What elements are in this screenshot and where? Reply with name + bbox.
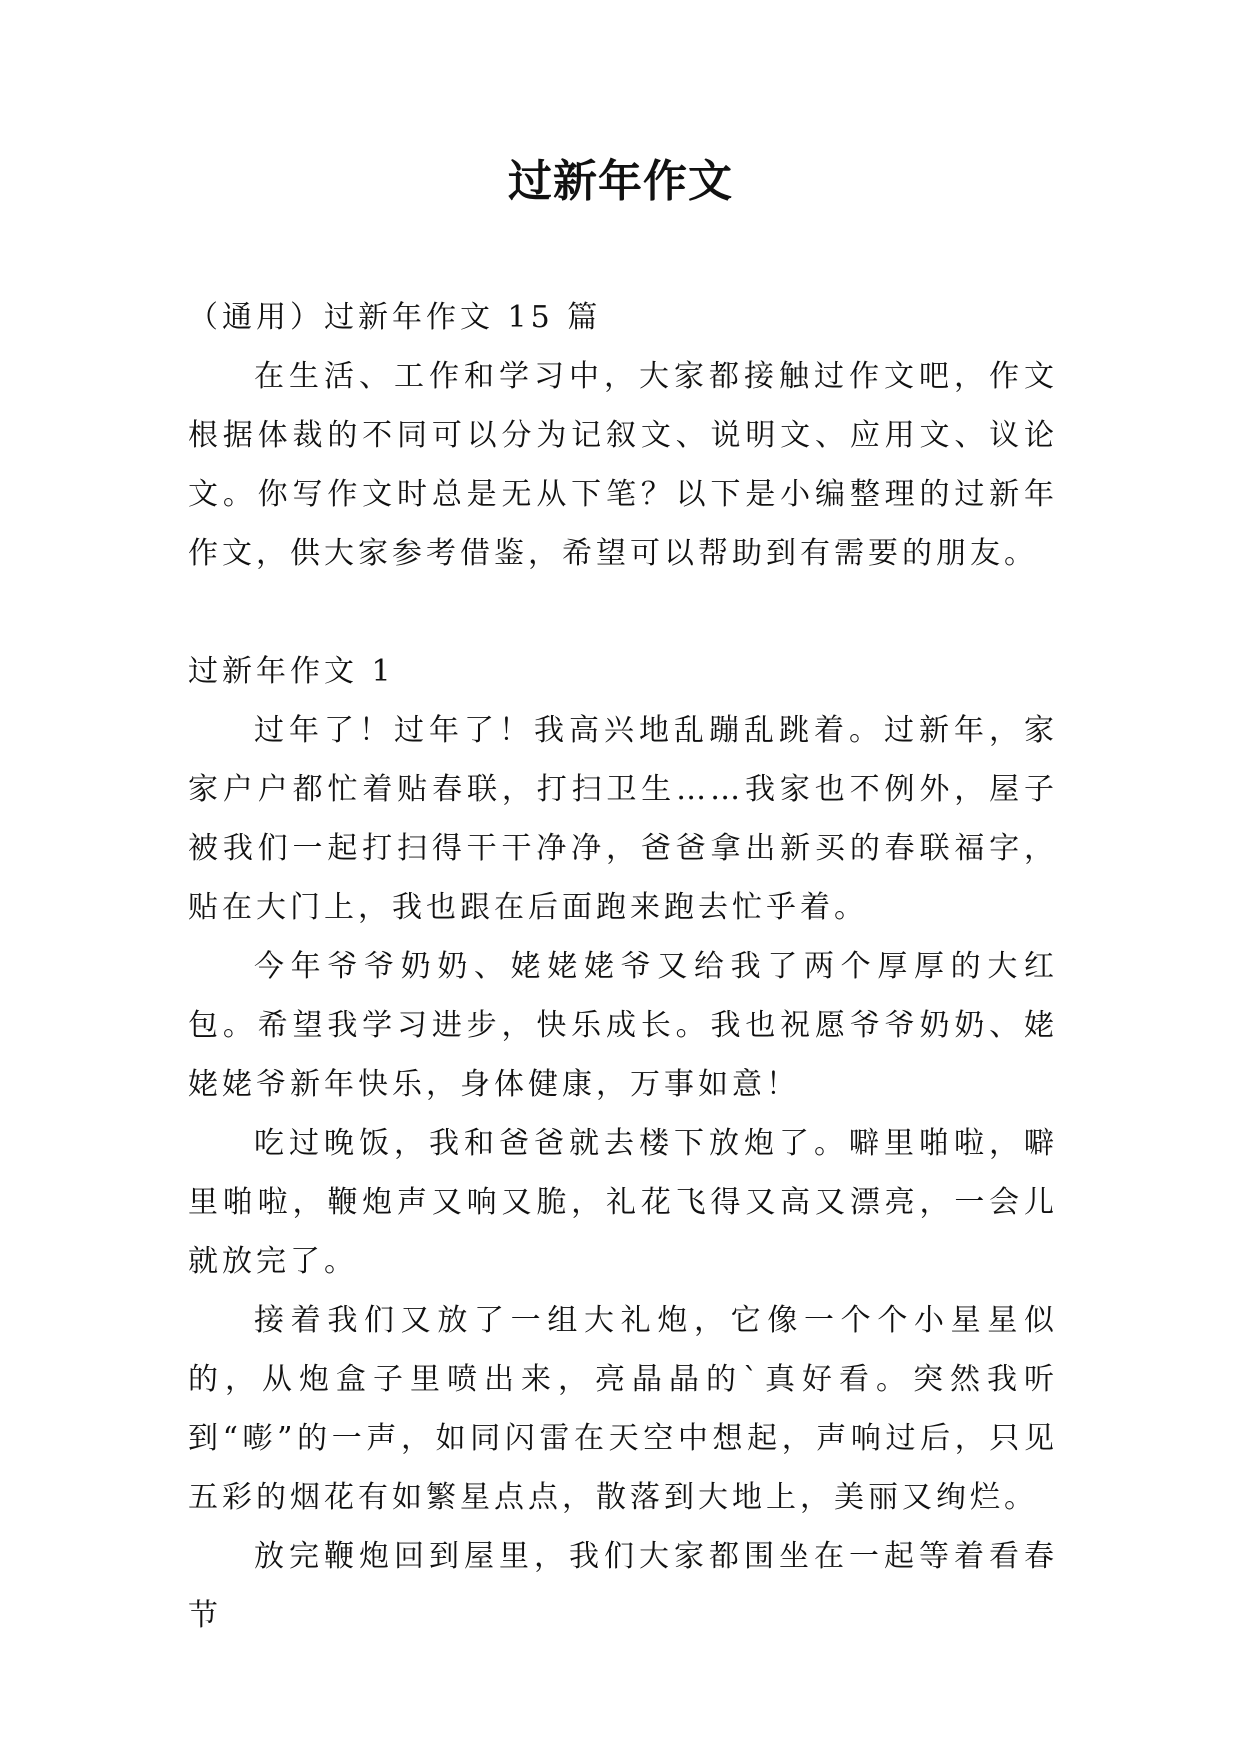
- essay-paragraph-1: 过年了！过年了！我高兴地乱蹦乱跳着。过新年，家家户户都忙着贴春联，打扫卫生……我家也不例外，屋子被我们一起打扫得干干净净，爸爸拿出新买的春联福字，贴在大门上，我也跟在后面跑来跑去忙乎着。: [188, 713, 1058, 925]
- essay-paragraph-4: 接着我们又放了一组大礼炮，它像一个个小星星似的，从炮盒子里喷出来，亮晶晶的`真好看。突然我听到“嘭”的一声，如同闪雷在天空中想起，声响过后，只见五彩的烟花有如繁星点点，散落到大地上，美丽又绚烂。: [188, 1303, 1058, 1515]
- section-heading: 过新年作文 1: [188, 654, 395, 689]
- document-title: 过新年作文: [508, 156, 733, 207]
- document-subtitle: （通用）过新年作文 15 篇: [188, 300, 602, 335]
- essay-paragraph-3: 吃过晚饭，我和爸爸就去楼下放炮了。噼里啪啦，噼里啪啦，鞭炮声又响又脆，礼花飞得又高又漂亮，一会儿就放完了。: [188, 1126, 1058, 1279]
- intro-paragraph: 在生活、工作和学习中，大家都接触过作文吧，作文根据体裁的不同可以分为记叙文、说明文、应用文、议论文。你写作文时总是无从下笔？以下是小编整理的过新年作文，供大家参考借鉴，希望可以帮助到有需要的朋友。: [188, 359, 1058, 571]
- document-body: [188, 288, 1058, 1645]
- essay-paragraph-2: 今年爷爷奶奶、姥姥姥爷又给我了两个厚厚的大红包。希望我学习进步，快乐成长。我也祝愿爷爷奶奶、姥姥姥爷新年快乐，身体健康，万事如意！: [188, 949, 1058, 1102]
- essay-paragraph-5: 放完鞭炮回到屋里，我们大家都围坐在一起等着看春节: [188, 1539, 1058, 1633]
- section-spacer: [188, 583, 1058, 642]
